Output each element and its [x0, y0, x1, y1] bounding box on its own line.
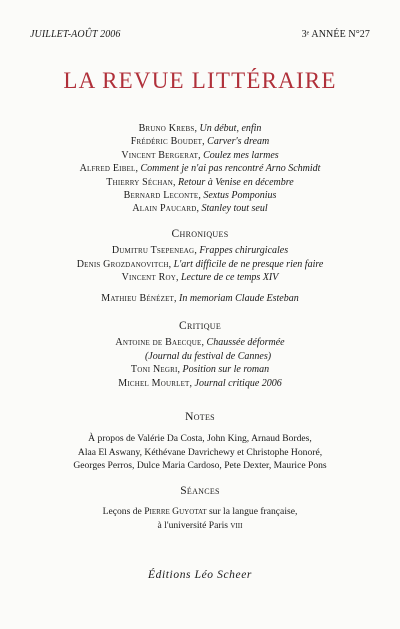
seances-line: [0, 505, 400, 518]
seances-section: [0, 485, 400, 532]
work-title: Comment je n'ai pas rencontré Arno Schmidt: [140, 163, 321, 175]
author-name: Bernard Leconte: [123, 190, 199, 202]
author-name: Denis Grozdanovitch: [76, 258, 169, 270]
section-heading-critique: Critique: [178, 320, 222, 332]
work-title: Chaussée déformée: [206, 337, 285, 349]
contents-entry: Bruno Krebs, Un début, enfin: [138, 123, 262, 134]
chronique-entry: Denis Grozdanovitch, L'art difficile de ne presque rien faire: [76, 258, 324, 270]
author-name: Dumitru Tsepeneag: [111, 245, 195, 257]
critique-entry: Toni Negri, Position sur le roman: [130, 364, 270, 376]
work-title: Coulez mes larmes: [203, 149, 279, 161]
author-name: Alain Paucard: [132, 203, 197, 215]
author-name: Thierry Séchan: [106, 176, 174, 188]
critique-entry: Antoine de Baecque, Chaussée déformée: [115, 337, 285, 349]
work-title: Retour à Venise en décembre: [178, 176, 294, 188]
critique-section: [0, 320, 400, 390]
contents-entry: Vincent Bergerat, Coulez mes larmes: [121, 149, 279, 161]
section-heading-chroniques: Chroniques: [171, 228, 229, 240]
notes-line: Georges Perros, Dulce Maria Cardoso, Pete Dexter, Maurice Pons: [73, 459, 327, 471]
section-heading-seances: Séances: [180, 485, 220, 497]
author-name: Frédéric Boudet: [130, 136, 203, 148]
seances-text: sur la langue française,: [208, 506, 298, 518]
notes-line: À propos de Valérie Da Costa, John King, Arnaud Bordes,: [88, 433, 312, 445]
author-name: Toni Negri: [130, 364, 178, 376]
issue-number: 3ᵉ ANNÉE N°27: [301, 29, 370, 40]
notes-line: Alaa El Aswany, Kéthévane Davrichewy et Christophe Honoré,: [77, 446, 323, 458]
author-name: Antoine de Baecque: [115, 337, 202, 349]
work-title: Sextus Pomponius: [203, 190, 277, 202]
work-title: Frappes chirurgicales: [199, 245, 289, 257]
work-title: Stanley tout seul: [201, 203, 268, 215]
author-name: Pierre Guyotat: [144, 506, 207, 518]
work-title: L'art difficile de ne presque rien faire: [173, 258, 324, 270]
contents-entry: Alain Paucard, Stanley tout seul: [132, 203, 268, 215]
seances-roman-numeral: viii: [230, 519, 243, 531]
author-name: Vincent Roy: [121, 272, 176, 284]
author-name: Vincent Bergerat: [121, 149, 199, 161]
magazine-title: LA REVUE LITTÉRAIRE: [63, 68, 337, 93]
author-name: Michel Mourlet: [118, 377, 190, 389]
contents-entry: Frédéric Boudet, Carver's dream: [130, 136, 270, 148]
work-title: Un début, enfin: [199, 123, 262, 134]
seances-text: Leçons de: [102, 506, 142, 518]
work-title: Journal critique 2006: [194, 377, 282, 389]
work-subtitle: (Journal du festival de Cannes): [144, 350, 272, 362]
chroniques-section: [0, 228, 400, 305]
chronique-entry: Dumitru Tsepeneag, Frappes chirurgicales: [111, 245, 289, 257]
contents-entry: Alfred Eibel, Comment je n'ai pas rencontré Arno Schmidt: [79, 163, 321, 175]
contents-entry: Bernard Leconte, Sextus Pomponius: [123, 190, 277, 202]
header-line: [30, 29, 370, 40]
section-heading-notes: Notes: [185, 411, 215, 423]
author-name: Alfred Eibel: [79, 163, 136, 175]
memoriam-entry: Mathieu Bénézet, In memoriam Claude Esteban: [101, 292, 299, 304]
seances-text: à l'université Paris: [157, 519, 228, 531]
contents-list: [0, 122, 400, 216]
work-title: In memoriam Claude Esteban: [179, 292, 299, 304]
seances-line: [0, 519, 400, 532]
critique-entry: Michel Mourlet, Journal critique 2006: [118, 377, 282, 389]
author-name: Mathieu Bénézet: [101, 292, 175, 304]
author-name: Bruno Krebs: [138, 123, 195, 134]
work-title: Carver's dream: [207, 136, 270, 148]
critique-entry-subtitle: [0, 350, 400, 363]
contents-entry: Thierry Séchan, Retour à Venise en décembre: [106, 176, 294, 188]
chronique-entry: Vincent Roy, Lecture de ce temps XIV: [121, 272, 279, 284]
publisher-name: Éditions Léo Scheer: [147, 569, 253, 581]
work-title: Lecture de ce temps XIV: [181, 272, 279, 284]
issue-date: JUILLET-AOÛT 2006: [30, 29, 121, 40]
work-title: Position sur le roman: [182, 364, 270, 376]
notes-section: [0, 411, 400, 472]
